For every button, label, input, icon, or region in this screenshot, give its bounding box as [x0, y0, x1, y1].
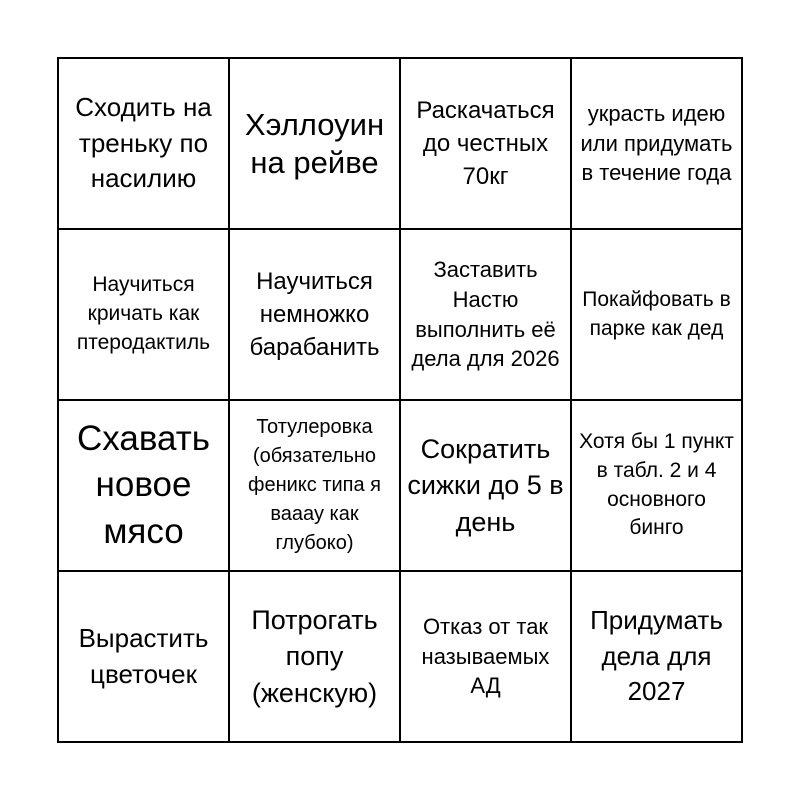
bingo-cell[interactable]: Раскачаться до честных 70кг [400, 58, 571, 229]
bingo-cell[interactable]: украсть идею или придумать в течение года [571, 58, 742, 229]
bingo-cell[interactable]: Схавать новое мясо [58, 400, 229, 571]
bingo-cell[interactable]: Покайфовать в парке как дед [571, 229, 742, 400]
bingo-cell[interactable]: Отказ от так называемых АД [400, 571, 571, 742]
bingo-cell[interactable]: Сходить на треньку по насилию [58, 58, 229, 229]
bingo-cell[interactable]: Тотулеровка (обязательно феникс типа я вааау как глубоко) [229, 400, 400, 571]
bingo-cell[interactable]: Заставить Настю выполнить её дела для 2026 [400, 229, 571, 400]
bingo-cell[interactable]: Хотя бы 1 пункт в табл. 2 и 4 основного бинго [571, 400, 742, 571]
bingo-cell[interactable]: Научиться немножко барабанить [229, 229, 400, 400]
bingo-cell[interactable]: Сократить сижки до 5 в день [400, 400, 571, 571]
bingo-cell[interactable]: Хэллоуин на рейве [229, 58, 400, 229]
bingo-cell[interactable]: Потрогать попу (женскую) [229, 571, 400, 742]
bingo-cell[interactable]: Придумать дела для 2027 [571, 571, 742, 742]
bingo-cell[interactable]: Вырастить цветочек [58, 571, 229, 742]
bingo-board [57, 57, 743, 743]
bingo-cell[interactable]: Научиться кричать как птеродактиль [58, 229, 229, 400]
